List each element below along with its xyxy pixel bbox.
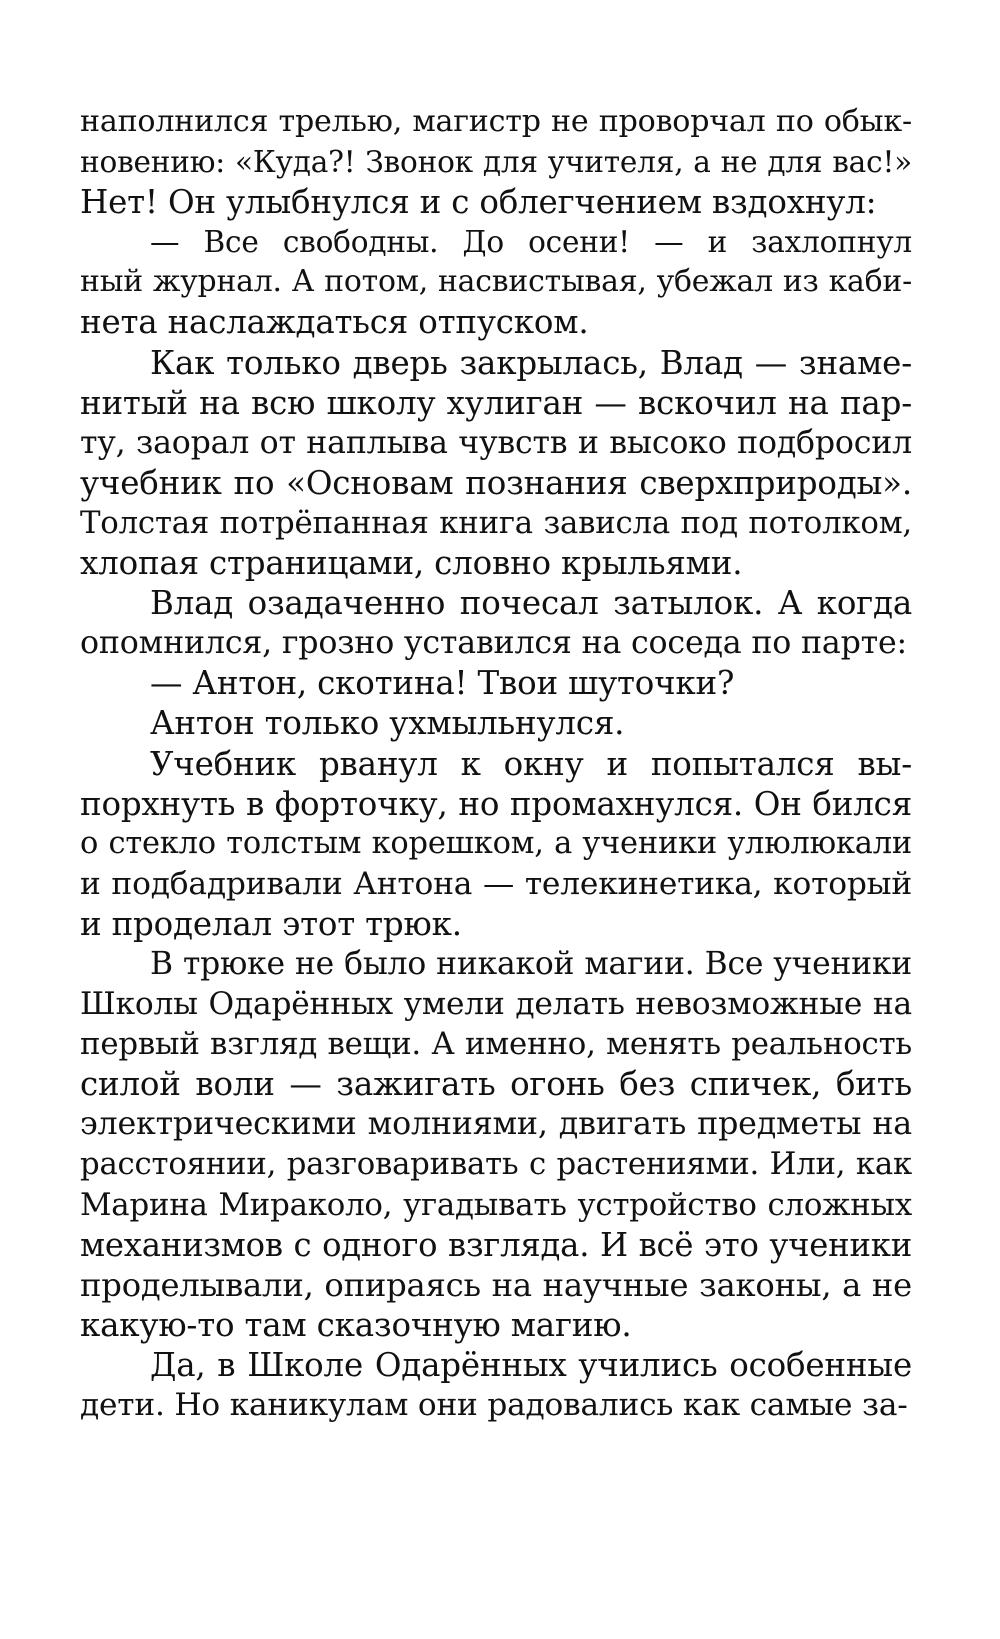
paragraph: [80, 744, 912, 944]
text-line: расстоянии, разговаривать с растениями. Или, как: [80, 1146, 912, 1183]
paragraph: [80, 222, 912, 342]
text-line: о стекло толстым корешком, а ученики улюлюкали: [80, 825, 912, 861]
paragraph: [80, 1345, 912, 1425]
text-line: — Антон, скотина! Твои шуточки?: [150, 664, 735, 703]
text-line: Да, в Школе Одарённых учились особенные: [150, 1345, 912, 1384]
text-line: — Все свободны. До осени! — и захлопнул: [150, 225, 912, 260]
paragraph: [80, 583, 912, 663]
text-line: Школы Одарённых умели делать невозможные на: [80, 986, 912, 1023]
text-line: наполнился трелью, магистр не проворчал по обык-: [80, 104, 912, 139]
text-line: учебник по «Основам познания сверхприроды».: [80, 463, 912, 502]
text-line: проделывали, опираясь на научные законы, а не: [80, 1265, 912, 1304]
text-line: хлопая страницами, словно крыльями.: [80, 544, 743, 583]
text-line: электрическими молниями, двигать предметы на: [80, 1106, 912, 1143]
text-line: Марина Мираколо, угадывать устройство сложных: [80, 1186, 912, 1223]
text-line: Влад озадаченно почесал затылок. А когда: [150, 584, 912, 623]
text-line: механизмов с одного взгляда. И всё это ученики: [80, 1225, 912, 1264]
text-line: Как только дверь закрылась, Влад — знаме-: [150, 343, 912, 382]
paragraph: [80, 343, 912, 584]
text-line: порхнуть в форточку, но промахнулся. Он бился: [80, 784, 912, 823]
text-line: Учебник рванул к окну и попытался вы-: [150, 744, 912, 783]
text-line: новению: «Куда?! Звонок для учителя, а не для вас!»: [80, 145, 912, 180]
paragraph: [80, 102, 912, 222]
text-line: какую-то там сказочную магию.: [80, 1305, 632, 1344]
text-line: нитый на всю школу хулиган — вскочил на пар-: [80, 383, 912, 422]
page-text: [80, 102, 912, 1425]
paragraph: [80, 703, 912, 743]
text-line: ный журнал. А потом, насвистывая, убежал из каби-: [80, 264, 912, 300]
text-line: ту, заорал от наплыва чувств и высоко подбросил: [80, 424, 912, 461]
paragraph: [80, 944, 912, 1345]
text-line: и проделал этот трюк.: [80, 904, 462, 943]
text-line: Толстая потрёпанная книга зависла под потолком,: [80, 504, 912, 541]
text-line: первый взгляд вещи. А именно, менять реальность: [80, 1026, 912, 1063]
text-line: Нет! Он улыбнулся и с облегчением вздохнул:: [80, 183, 877, 222]
text-line: силой воли — зажигать огонь без спичек, бить: [80, 1065, 912, 1104]
text-line: опомнился, грозно уставился на соседа по парте:: [80, 625, 907, 662]
text-line: дети. Но каникулам они радовались как самые за-: [80, 1387, 908, 1423]
paragraph: [80, 663, 912, 703]
text-line: В трюке не было никакой магии. Все ученики: [150, 945, 912, 982]
text-line: нета наслаждаться отпуском.: [80, 303, 589, 342]
text-line: Антон только ухмыльнулся.: [150, 704, 625, 743]
text-line: и подбадривали Антона — телекинетика, который: [80, 865, 912, 902]
